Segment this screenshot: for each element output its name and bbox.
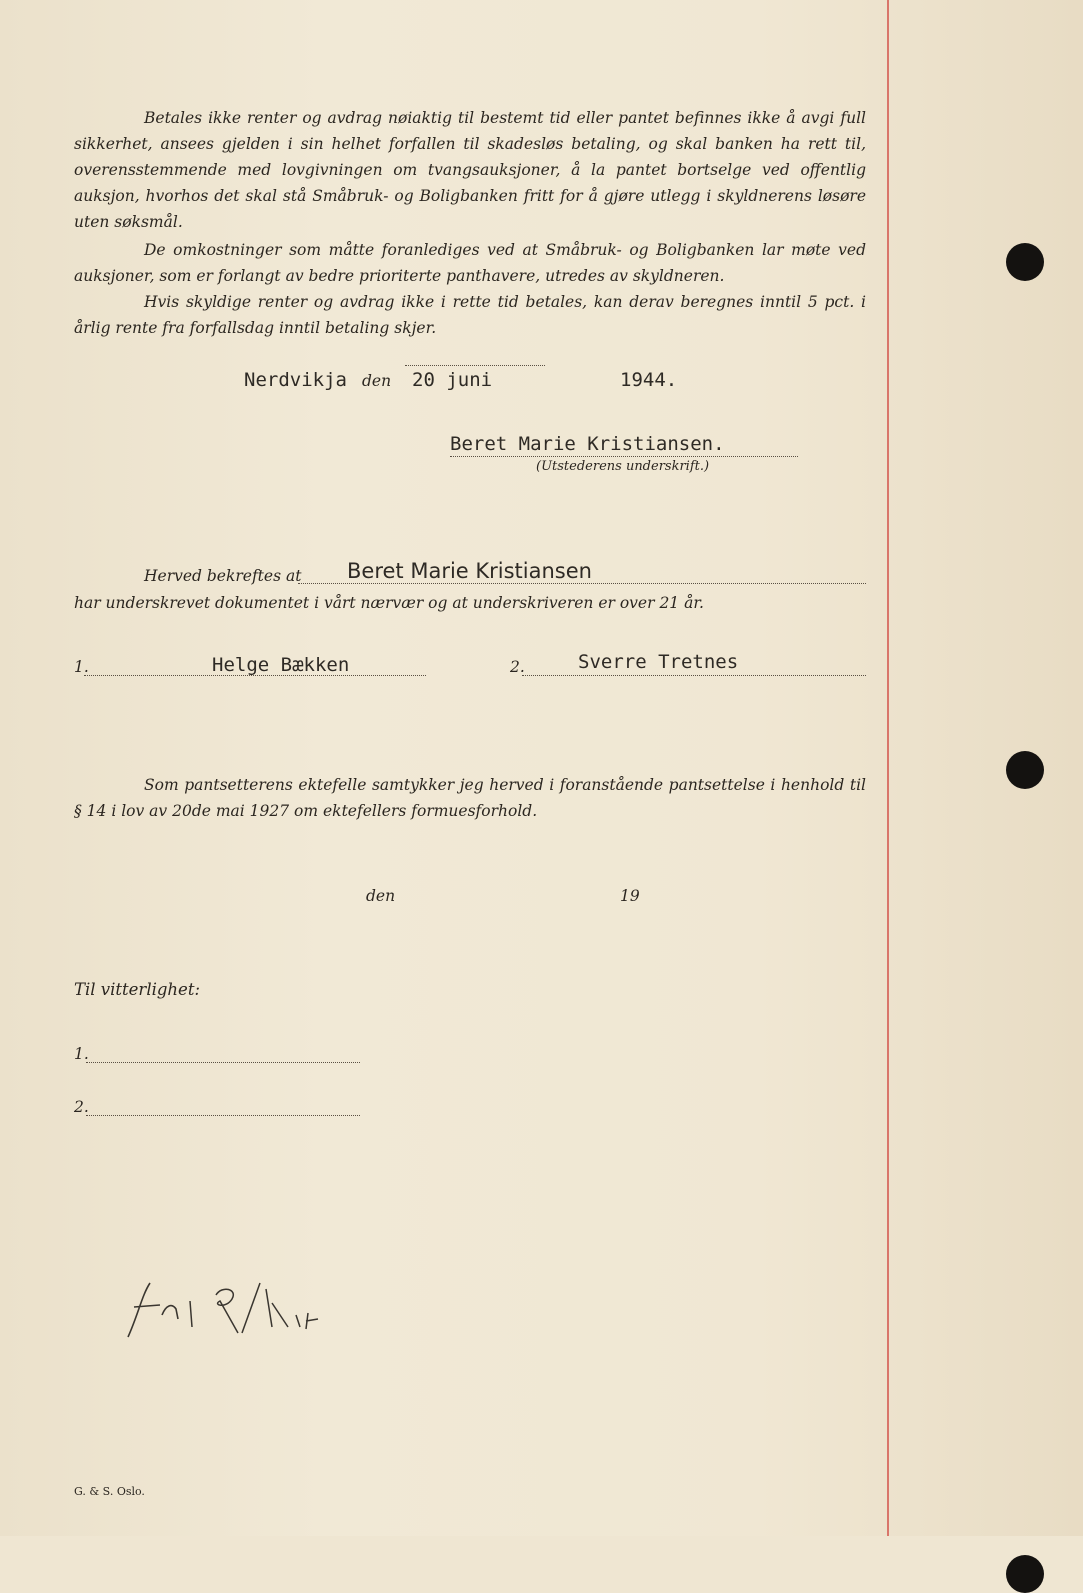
date-year: 1944. [620, 369, 678, 391]
confirmation-text: har underskrevet dokumentet i vårt nærvær og at underskriveren er over 21 år. [74, 594, 704, 612]
consent-year-label: 19 [620, 887, 640, 905]
date-day-month: 20 juni [412, 369, 493, 391]
issuer-signature: Beret Marie Kristiansen. [450, 433, 725, 455]
terms-paragraph-1: Betales ikke renter og avdrag nøiaktig til bestemt tid eller pantet befinnes ikke å avgi full sikkerhet, ansees gjelden i sin helhet forfallen til skadesløs betaling, og skal banken ha rett til, overensstemmende med lovgivningen om tvangsauksjoner, å la pantet bortselge ved offentlig auksjon, hvorhos det skal stå Småbruk- og Boligbanken fritt for å gjøre utlegg i skyldnerens løsøre uten søksmål. [74, 109, 866, 231]
spouse-consent-text: Som pantsetterens ektefelle samtykker jeg herved i foranstående pantsettelse i henhold til § 14 i lov av 20de mai 1927 om ektefellers formuesforhold. [74, 776, 866, 820]
terms-paragraph-3: Hvis skyldige renter og avdrag ikke i rette tid betales, kan derav beregnes inntil 5 pct. i årlig rente fra forfallsdag inntil betaling skjer. [74, 293, 866, 337]
attestation-label: Til vitterlighet: [74, 980, 201, 999]
date-dotted-line [405, 365, 545, 366]
margin-rule [887, 0, 889, 1536]
punch-hole [1006, 1555, 1044, 1593]
confirmation-name: Beret Marie Kristiansen [347, 559, 592, 583]
attestation-line-1-label: 1. [74, 1045, 89, 1063]
punch-hole [1006, 751, 1044, 789]
printer-mark: G. & S. Oslo. [74, 1485, 145, 1498]
witness-2-label: 2. [510, 658, 525, 676]
consent-den-label: den [366, 887, 396, 905]
issuer-caption: (Utstederens underskrift.) [536, 459, 710, 474]
attestation-line-2 [86, 1115, 360, 1116]
confirmation-name-line [298, 583, 866, 584]
witness-1-label: 1. [74, 658, 89, 676]
attestation-line-2-label: 2. [74, 1098, 89, 1116]
witness-1-signature: Helge Bækken [212, 654, 350, 676]
confirmation-label: Herved bekreftes at [144, 567, 302, 585]
attestation-line-1 [86, 1062, 360, 1063]
punch-hole [1006, 243, 1044, 281]
place-name: Nerdvikja [244, 369, 347, 391]
terms-paragraph-2: De omkostninger som måtte foranlediges ved at Småbruk- og Boligbanken lar møte ved auksjoner, som er forlangt av bedre prioriterte panthavere, utredes av skyldneren. [74, 241, 866, 285]
issuer-signature-line [450, 456, 798, 457]
witness-2-signature: Sverre Tretnes [578, 651, 739, 673]
witness-2-line [522, 675, 866, 676]
handwritten-note [120, 1275, 350, 1355]
den-label: den [362, 372, 392, 390]
